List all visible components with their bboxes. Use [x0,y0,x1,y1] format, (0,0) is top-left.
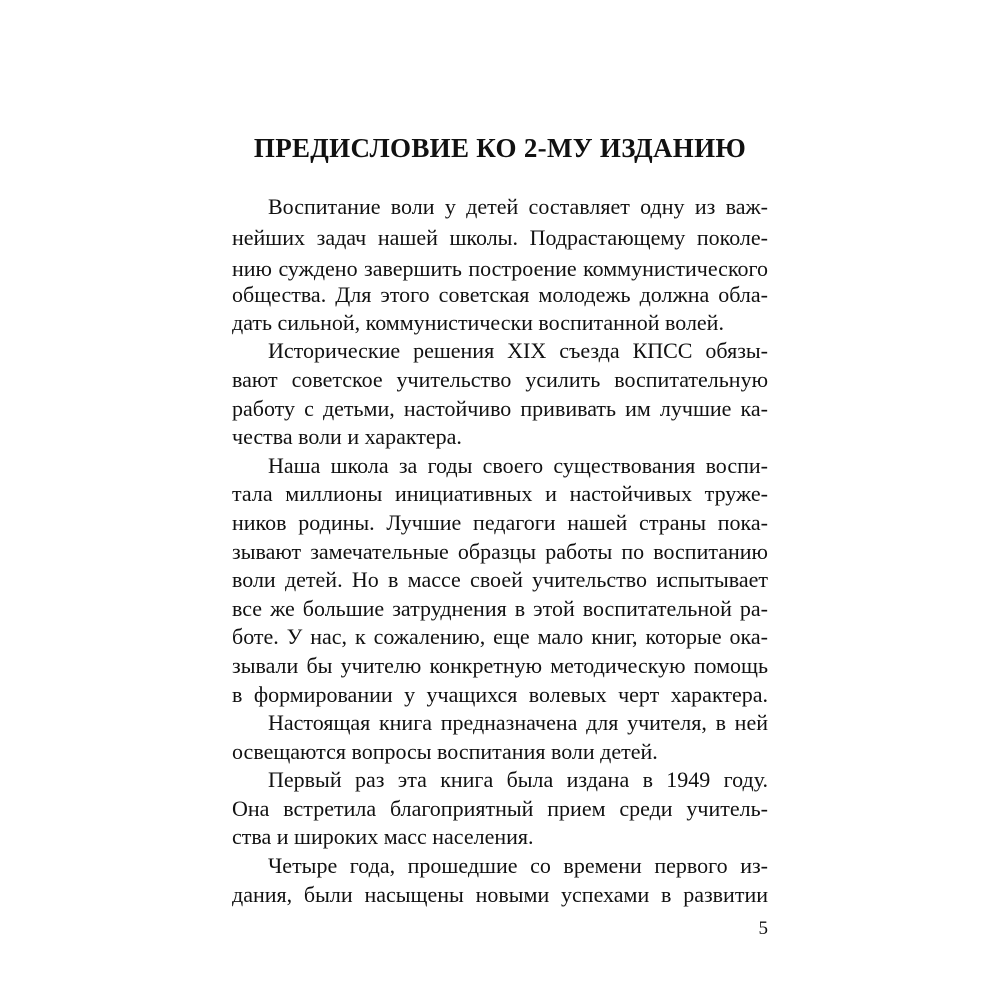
text-line: тала миллионы инициативных и настойчивых труже- [232,481,768,506]
text-line: Четыре года, прошедшие со времени первого из- [268,853,768,878]
text-line: Она встретила благоприятный прием среди учитель- [232,796,768,821]
page-number: 5 [758,918,768,939]
text-line: Исторические решения XIX съезда КПСС обязы- [268,338,768,363]
text-line: в формировании у учащихся волевых черт характера. [232,682,768,707]
text-line: чества воли и характера. [232,424,462,449]
text-line: Наша школа за годы своего существования воспи- [268,453,768,478]
text-line: освещаются вопросы воспитания воли детей. [232,739,658,764]
text-line: зывали бы учителю конкретную методическую помощь [232,653,768,678]
text-line: общества. Для этого советская молодежь должна обла- [232,282,768,307]
text-line: ников родины. Лучшие педагоги нашей страны пока- [232,510,768,535]
text-line: зывают замечательные образцы работы по воспитанию [232,539,768,564]
text-line: все же большие затруднения в этой воспитательной ра- [232,596,768,621]
text-line: нию суждено завершить построение коммунистического [232,256,768,281]
text-line: Первый раз эта книга была издана в 1949 году. [268,767,768,792]
text-line: дания, были насыщены новыми успехами в развитии [232,882,768,907]
text-line: вают советское учительство усилить воспитательную [232,367,768,392]
text-line: ства и широких масс населения. [232,824,534,849]
page-title: ПРЕДИСЛОВИЕ КО 2-МУ ИЗДАНИЮ [253,133,747,163]
text-line: боте. У нас, к сожалению, еще мало книг, которые ока- [232,624,768,649]
text-line: дать сильной, коммунистически воспитанной волей. [232,310,724,335]
text-line: Воспитание воли у детей составляет одну из важ- [268,194,768,219]
text-line: работу с детьми, настойчиво прививать им лучшие ка- [232,396,768,421]
text-line: нейших задач нашей школы. Подрастающему поколе- [232,225,768,250]
text-line: воли детей. Но в массе своей учительство испытывает [232,567,768,592]
text-line: Настоящая книга предназначена для учителя, в ней [268,710,768,735]
